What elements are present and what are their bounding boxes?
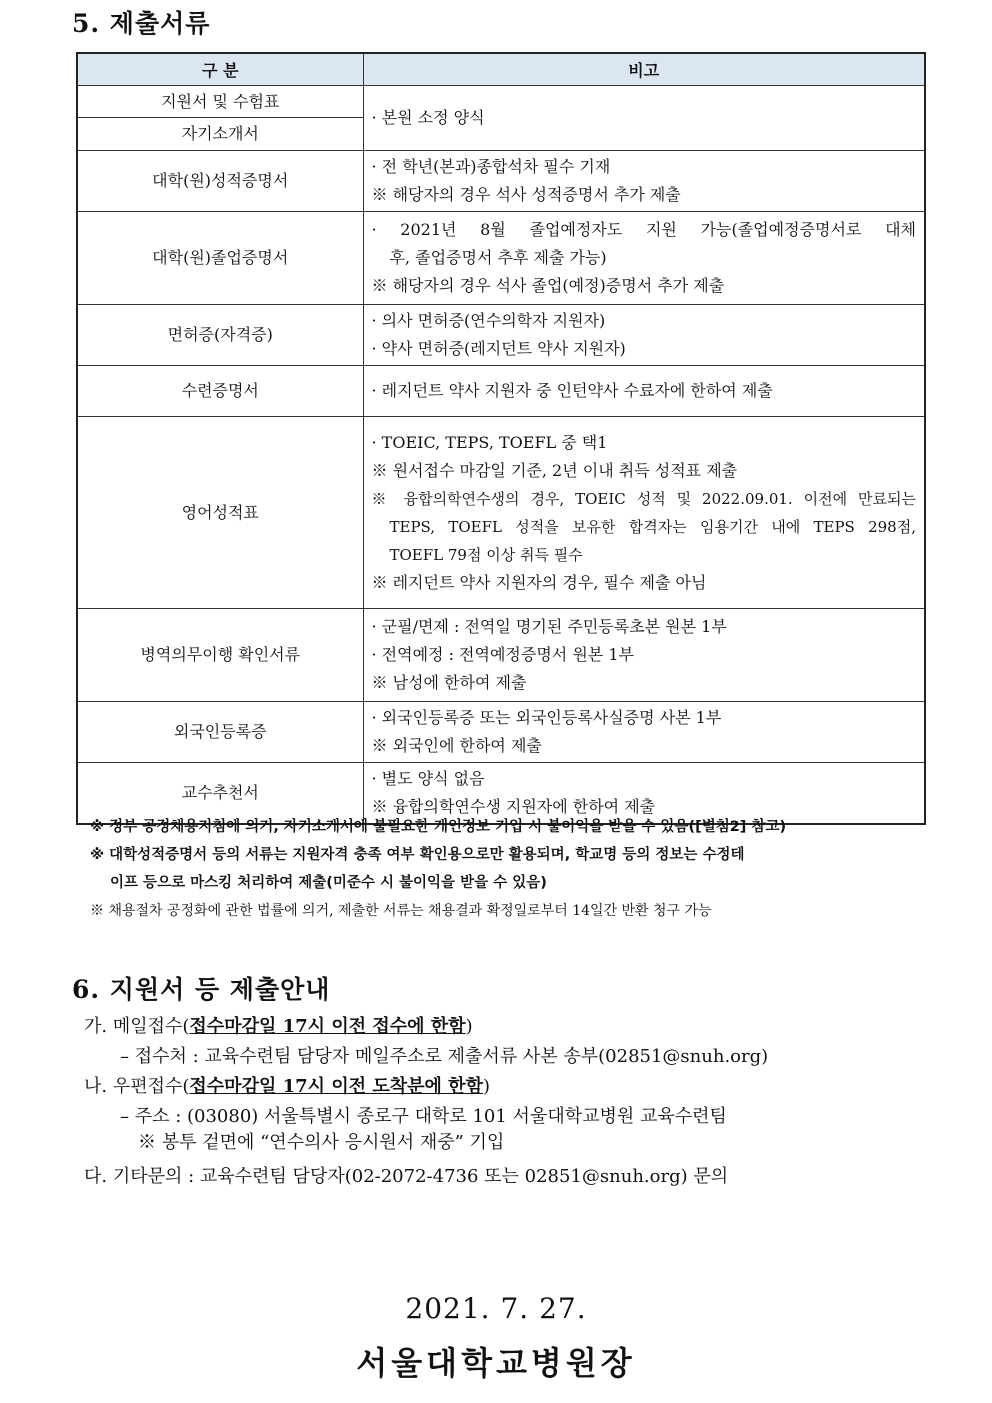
table-row	[77, 305, 925, 366]
row-category: 영어성적표	[77, 417, 363, 609]
remark-line: 후, 졸업증명서 추후 제출 가능)	[389, 248, 607, 267]
table-header-row	[77, 53, 925, 86]
row-remarks	[363, 609, 925, 702]
table-row	[77, 151, 925, 212]
remark-line: ※ 융합의학연수생 지원자에 한하여 제출	[371, 797, 656, 816]
remark-line: ※ 원서접수 마감일 기준, 2년 이내 취득 성적표 제출	[371, 460, 738, 480]
remark-line: ※ 외국인에 한하여 제출	[371, 736, 542, 755]
guide-envelope-note: ※ 봉투 겉면에 “연수의사 응시원서 재중” 기입	[138, 1132, 505, 1153]
row-category: 면허증(자격증)	[77, 305, 363, 366]
guide-item-email	[84, 1012, 473, 1042]
row-category: 병역의무이행 확인서류	[77, 609, 363, 702]
table-row	[77, 702, 925, 763]
guide-deadline: 접수마감일 17시 이전 접수에 한함	[189, 1016, 466, 1037]
remark-line: ※ 해당자의 경우 석사 성적증명서 추가 제출	[371, 185, 681, 204]
issue-date: 2021. 7. 27.	[405, 1292, 587, 1325]
section-5-title: 5. 제출서류	[72, 9, 211, 38]
table-row	[77, 212, 925, 305]
row-category: 대학(원)성적증명서	[77, 151, 363, 212]
section-5-footnotes	[90, 813, 922, 925]
remark-line: · 2021년 8월 졸업예정자도 지원 가능(졸업예정증명서로 대체	[371, 220, 916, 239]
remark-line: · TOEIC, TEPS, TOEFL 중 택1	[371, 432, 608, 452]
table-row	[77, 366, 925, 417]
remark-line: · 의사 면허증(연수의학자 지원자)	[371, 311, 606, 330]
remark-line: ※ 남성에 한하여 제출	[371, 673, 527, 692]
row-category: 지원서 및 수험표	[77, 86, 363, 118]
footnote: ※ 정부 공정채용지침에 의거, 자기소개서에 불필요한 개인정보 기입 시 불이익을 받을 수 있음([별첨2] 참고)	[90, 819, 787, 835]
row-remarks	[363, 305, 925, 366]
remark-line: · 군필/면제 : 전역일 명기된 주민등록초본 원본 1부	[371, 617, 727, 636]
guide-item-post	[84, 1072, 490, 1102]
remark-line: · 본원 소정 양식	[371, 108, 485, 127]
remark-line: TOEFL 79점 이상 취득 필수	[389, 545, 583, 564]
guide-prefix: 나. 우편접수(	[84, 1076, 190, 1097]
guide-post-address: – 주소 : (03080) 서울특별시 종로구 대학로 101 서울대학교병원 교육수련팀	[120, 1106, 727, 1127]
row-category: 수련증명서	[77, 366, 363, 417]
header-remarks: 비고	[363, 53, 925, 86]
row-remarks	[363, 86, 925, 151]
remark-line: · 레지던트 약사 지원자 중 인턴약사 수료자에 한하여 제출	[371, 381, 773, 400]
remark-line: TEPS, TOEFL 성적을 보유한 합격자는 임용기간 내에 TEPS 298점,	[389, 517, 916, 536]
row-remarks	[363, 151, 925, 212]
section-6-title: 6. 지원서 등 제출안내	[72, 975, 331, 1004]
row-remarks	[363, 212, 925, 305]
row-category: 자기소개서	[77, 118, 363, 151]
remark-line: · 약사 면허증(레지던트 약사 지원자)	[371, 339, 626, 358]
table-row	[77, 417, 925, 609]
guide-item-contact: 다. 기타문의 : 교육수련팀 담당자(02-2072-4736 또는 02851@snuh.org) 문의	[84, 1166, 729, 1187]
row-category: 교수추천서	[77, 763, 363, 825]
table-row	[77, 609, 925, 702]
guide-suffix: )	[482, 1076, 490, 1097]
row-remarks	[363, 702, 925, 763]
footnote: ※ 채용절차 공정화에 관한 법률에 의거, 제출한 서류는 채용결과 확정일로부터 14일간 반환 청구 가능	[90, 903, 712, 919]
footnote: 이프 등으로 마스킹 처리하여 제출(미준수 시 불이익을 받을 수 있음)	[110, 875, 547, 891]
header-category: 구 분	[77, 53, 363, 86]
table-row	[77, 86, 925, 118]
guide-prefix: 가. 메일접수(	[84, 1016, 190, 1037]
guide-deadline: 접수마감일 17시 이전 도착분에 한함	[189, 1076, 483, 1097]
row-remarks	[363, 417, 925, 609]
remark-line: ※ 해당자의 경우 석사 졸업(예정)증명서 추가 제출	[371, 276, 725, 295]
remark-line: · 별도 양식 없음	[371, 769, 485, 788]
row-remarks	[363, 366, 925, 417]
footnote: ※ 대학성적증명서 등의 서류는 지원자격 충족 여부 확인용으로만 활용되며, 학교명 등의 정보는 수정테	[90, 847, 745, 863]
remark-line: · 외국인등록증 또는 외국인등록사실증명 사본 1부	[371, 708, 722, 727]
remark-line: · 전 학년(본과)종합석차 필수 기재	[371, 157, 611, 176]
remark-line: · 전역예정 : 전역예정증명서 원본 1부	[371, 645, 634, 664]
row-category: 외국인등록증	[77, 702, 363, 763]
remark-line: ※ 레지던트 약사 지원자의 경우, 필수 제출 아님	[371, 572, 707, 592]
issuer-name: 서울대학교병원장	[356, 1344, 636, 1382]
guide-suffix: )	[465, 1016, 473, 1037]
documents-table	[76, 52, 926, 825]
remark-line: ※ 융합의학연수생의 경우, TOEIC 성적 및 2022.09.01. 이전에 만료되는	[371, 489, 916, 508]
guide-email-address: – 접수처 : 교육수련팀 담당자 메일주소로 제출서류 사본 송부(02851@snuh.org)	[120, 1046, 769, 1067]
row-category: 대학(원)졸업증명서	[77, 212, 363, 305]
